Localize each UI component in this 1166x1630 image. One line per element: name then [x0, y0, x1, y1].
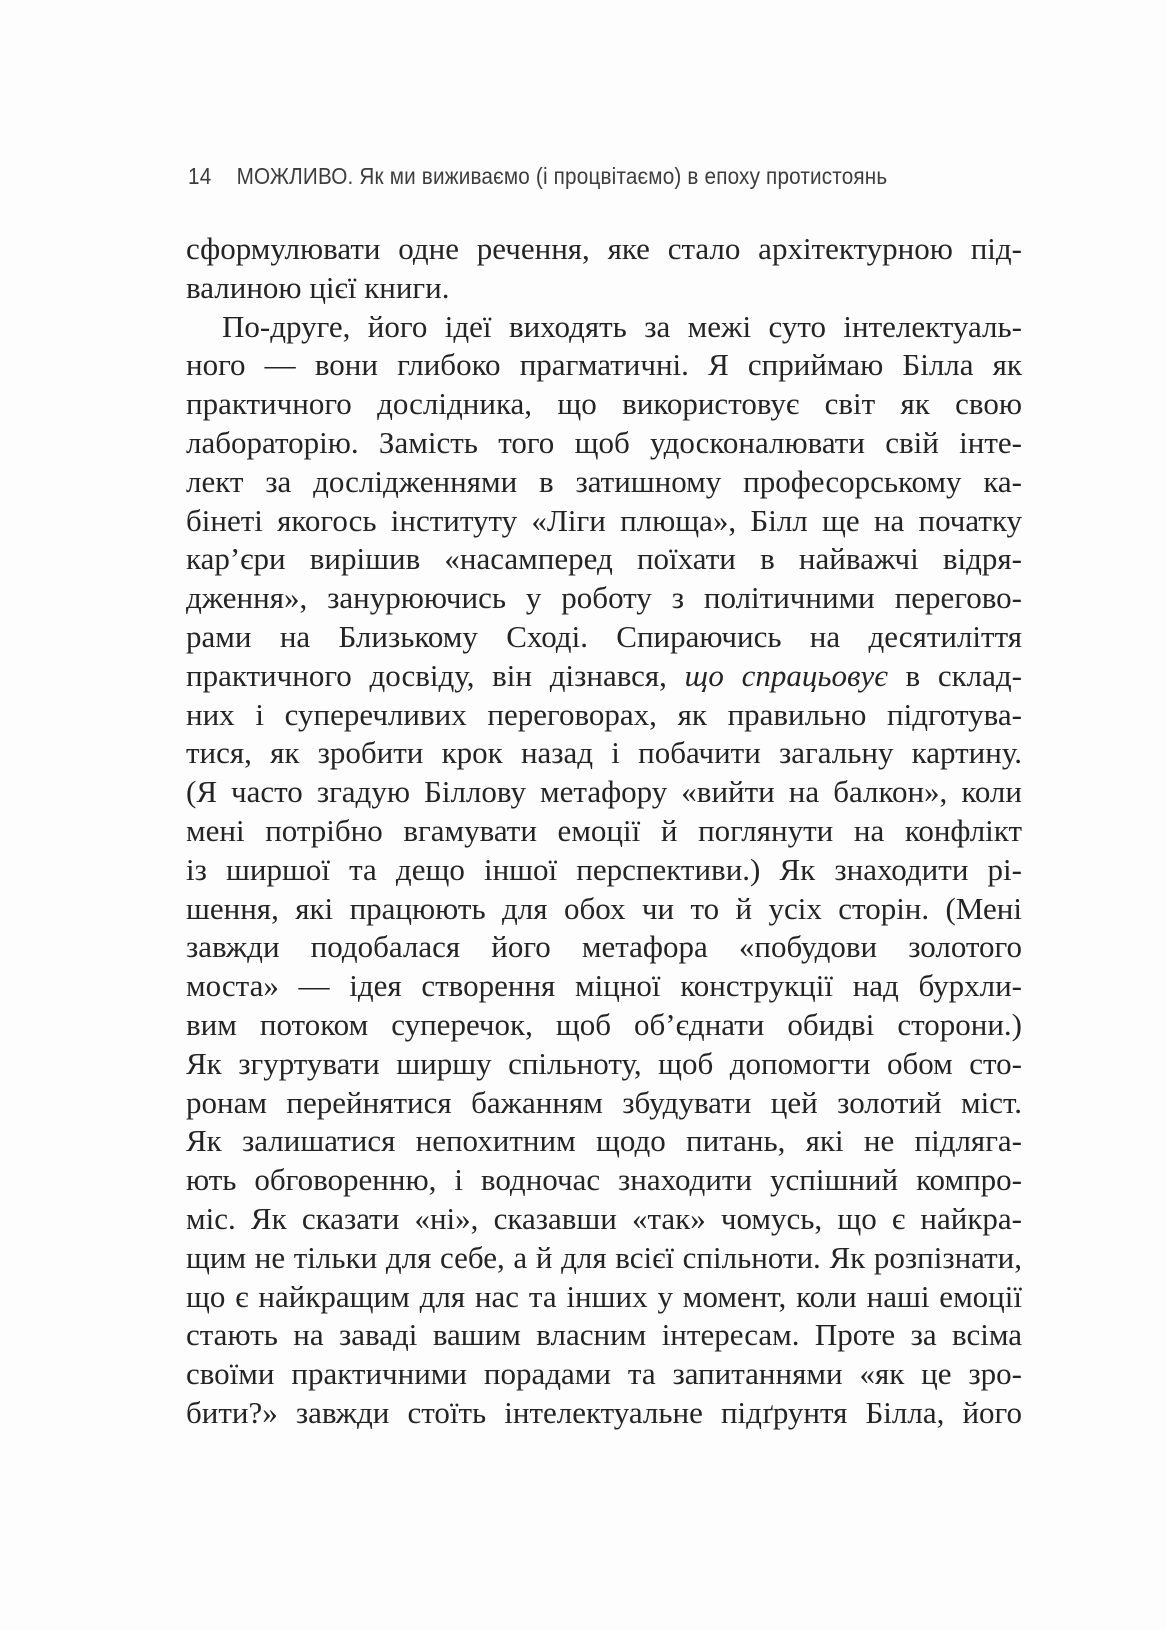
text-line: [186, 773, 1022, 812]
text-line: [186, 269, 1022, 308]
text-segment: завжди подобалася його метафора «побудови золотого: [186, 929, 1022, 965]
running-title: [237, 163, 888, 189]
text-line: [186, 812, 1022, 851]
running-title-subtitle: Як ми виживаємо (і процвітаємо) в епоху протистоянь: [353, 163, 888, 189]
text-segment: (Я часто згадую Біллову метафору «вийти на балкон», коли: [186, 774, 1022, 810]
text-line: [186, 1278, 1022, 1317]
text-line: [186, 308, 1022, 347]
text-segment: Як згуртувати ширшу спільноту, щоб допомогти обом сто-: [186, 1045, 1022, 1081]
text-segment: рами на Близькому Сході. Спираючись на десятиліття: [186, 618, 1022, 654]
text-line: [186, 1239, 1022, 1278]
text-segment: лект за дослідженнями в затишному професорському ка-: [186, 463, 1022, 499]
text-line: [186, 346, 1022, 385]
italic-phrase: що спрацьовує: [684, 657, 888, 693]
text-line: [186, 890, 1022, 929]
text-segment: ронам перейнятися бажанням збудувати цей золотий міст.: [186, 1084, 1022, 1120]
text-segment: в склад-: [887, 657, 1022, 693]
text-segment: із ширшої та дещо іншої перспективи.) Як знаходити рі-: [186, 851, 1022, 887]
text-line: [186, 1394, 1022, 1433]
body-text-block: [186, 230, 1022, 1433]
text-line: [186, 657, 1022, 696]
text-line: [186, 851, 1022, 890]
text-line: [186, 618, 1022, 657]
text-line: [186, 734, 1022, 773]
text-segment: практичного досвіду, він дізнався,: [186, 657, 685, 693]
text-line: [186, 967, 1022, 1006]
text-line: [186, 579, 1022, 618]
running-head: [188, 163, 887, 190]
text-segment: кар’єри вирішив «насамперед поїхати в найважчі відря-: [186, 541, 1022, 577]
text-segment: валиною цієї книги.: [186, 269, 450, 305]
text-line: [186, 1316, 1022, 1355]
text-segment: По-друге, його ідеї виходять за межі суто інтелектуаль-: [222, 308, 1022, 344]
page-number: 14: [188, 163, 212, 189]
text-segment: своїми практичними порадами та запитаннями «як це зро-: [186, 1356, 1022, 1392]
text-line: [186, 1122, 1022, 1161]
running-title-book: МОЖЛИВО.: [236, 163, 354, 189]
text-segment: моста» — ідея створення міцної конструкції над бурхли-: [186, 968, 1022, 1004]
text-line: [186, 1161, 1022, 1200]
text-segment: шення, які працюють для обох чи то й усіх сторін. (Мені: [186, 890, 1022, 926]
text-line: [186, 540, 1022, 579]
text-line: [186, 463, 1022, 502]
text-line: [186, 424, 1022, 463]
text-segment: щим не тільки для себе, а й для всієї спільноти. Як розпізнати,: [186, 1239, 1022, 1275]
text-line: [186, 385, 1022, 424]
text-line: [186, 1084, 1022, 1123]
text-segment: ють обговоренню, і водночас знаходити успішний компро-: [186, 1162, 1022, 1198]
text-segment: мені потрібно вгамувати емоції й поглянути на конфлікт: [186, 812, 1022, 848]
text-segment: що є найкращим для нас та інших у момент, коли наші емоції: [186, 1278, 1022, 1314]
text-segment: них і суперечливих переговорах, як правильно підготува-: [186, 696, 1022, 732]
text-segment: практичного дослідника, що використовує світ як свою: [186, 386, 1022, 422]
text-line: [186, 1355, 1022, 1394]
text-segment: бити?» завжди стоїть інтелектуальне підґрунтя Білла, його: [186, 1394, 1022, 1430]
text-line: [186, 1045, 1022, 1084]
text-line: [186, 1006, 1022, 1045]
text-segment: дження», занурюючись у роботу з політичними перегово-: [186, 580, 1022, 616]
text-line: [186, 696, 1022, 735]
text-segment: ного — вони глибоко прагматичні. Я сприймаю Білла як: [186, 347, 1022, 383]
text-segment: міс. Як сказати «ні», сказавши «так» чомусь, що є найкра-: [186, 1200, 1022, 1236]
text-segment: стають на заваді вашим власним інтересам. Проте за всіма: [186, 1317, 1022, 1353]
text-line: [186, 928, 1022, 967]
text-segment: бінеті якогось інституту «Ліги плюща», Білл ще на початку: [186, 502, 1022, 538]
text-segment: Як залишатися непохитним щодо питань, які не підляга-: [186, 1123, 1022, 1159]
text-line: [186, 230, 1022, 269]
text-segment: вим потоком суперечок, щоб об’єднати обидві сторони.): [186, 1006, 1022, 1042]
text-segment: тися, як зробити крок назад і побачити загальну картину.: [186, 735, 1022, 771]
text-line: [186, 502, 1022, 541]
text-segment: лабораторію. Замість того щоб удосконалювати свій інте-: [186, 424, 1022, 460]
text-segment: сформулювати одне речення, яке стало архітектурною під-: [186, 231, 1022, 266]
text-line: [186, 1200, 1022, 1239]
